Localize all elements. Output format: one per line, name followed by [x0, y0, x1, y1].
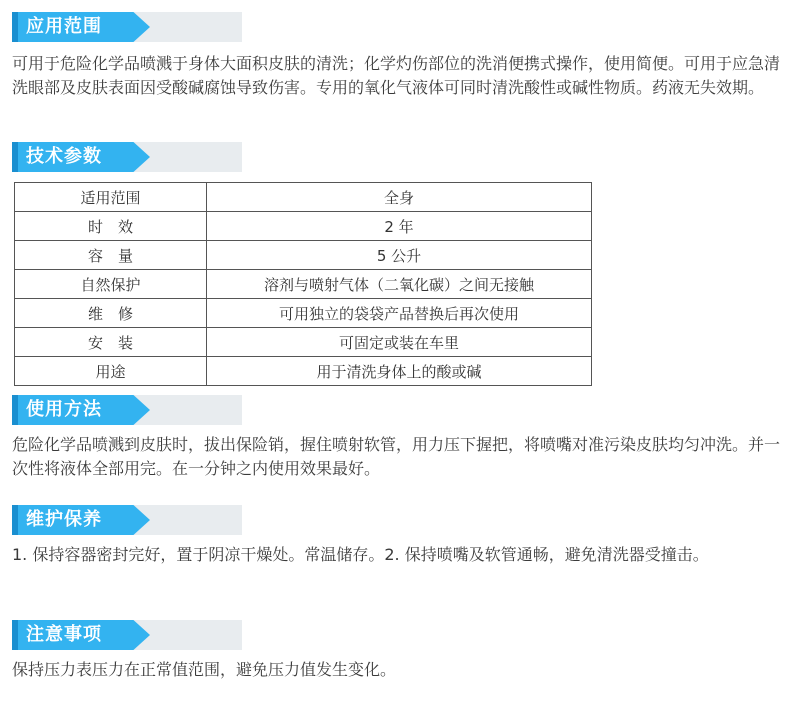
- section-title-maintenance: 维护保养: [26, 509, 102, 530]
- param-key: 用途: [15, 357, 207, 386]
- table-row: [15, 183, 592, 212]
- section-header-params: [12, 142, 242, 172]
- section-usage: [0, 395, 800, 481]
- section-title-usage: 使用方法: [26, 399, 102, 420]
- param-value: 可固定或装在车里: [207, 328, 592, 357]
- table-row: [15, 328, 592, 357]
- table-row: [15, 357, 592, 386]
- section-title-params: 技术参数: [26, 146, 102, 167]
- section-header-usage: [12, 395, 242, 425]
- table-row: [15, 212, 592, 241]
- param-key: 维 修: [15, 299, 207, 328]
- param-value: 用于清洗身体上的酸或碱: [207, 357, 592, 386]
- table-row: [15, 241, 592, 270]
- scope-paragraph: 可用于危险化学品喷溅于身体大面积皮肤的清洗；化学灼伤部位的洗消便携式操作，使用简便。可用于应急清洗眼部及皮肤表面因受酸碱腐蚀导致伤害。专用的氧化气液体可同时清洗酸性或碱性物质。药液无失效期。: [12, 54, 781, 97]
- notes-paragraph: 保持压力表压力在正常值范围，避免压力值发生变化。: [12, 660, 397, 679]
- param-key: 时 效: [15, 212, 207, 241]
- section-title-scope: 应用范围: [26, 16, 102, 37]
- usage-paragraph: 危险化学品喷溅到皮肤时，拔出保险销，握住喷射软管，用力压下握把，将喷嘴对准污染皮肤均匀冲洗。并一次性将液体全部用完。在一分钟之内使用效果最好。: [12, 435, 781, 478]
- param-key: 适用范围: [15, 183, 207, 212]
- table-row: [15, 299, 592, 328]
- params-table: [14, 182, 592, 386]
- param-value: 可用独立的袋袋产品替换后再次使用: [207, 299, 592, 328]
- maintenance-paragraph: 1. 保持容器密封完好，置于阴凉干燥处。常温储存。2. 保持喷嘴及软管通畅，避免清洗器受撞击。: [12, 545, 709, 564]
- section-header-maintenance: [12, 505, 242, 535]
- table-row: [15, 270, 592, 299]
- param-value: 溶剂与喷射气体（二氧化碳）之间无接触: [207, 270, 592, 299]
- param-value: 2 年: [207, 212, 592, 241]
- section-notes: [0, 620, 800, 682]
- section-header-scope: [12, 12, 242, 42]
- section-header-notes: [12, 620, 242, 650]
- param-key: 容 量: [15, 241, 207, 270]
- section-params: [0, 142, 800, 172]
- section-scope: [0, 12, 800, 100]
- section-title-notes: 注意事项: [26, 624, 102, 645]
- param-value: 5 公升: [207, 241, 592, 270]
- param-key: 安 装: [15, 328, 207, 357]
- section-maintenance: [0, 505, 800, 567]
- param-value: 全身: [207, 183, 592, 212]
- param-key: 自然保护: [15, 270, 207, 299]
